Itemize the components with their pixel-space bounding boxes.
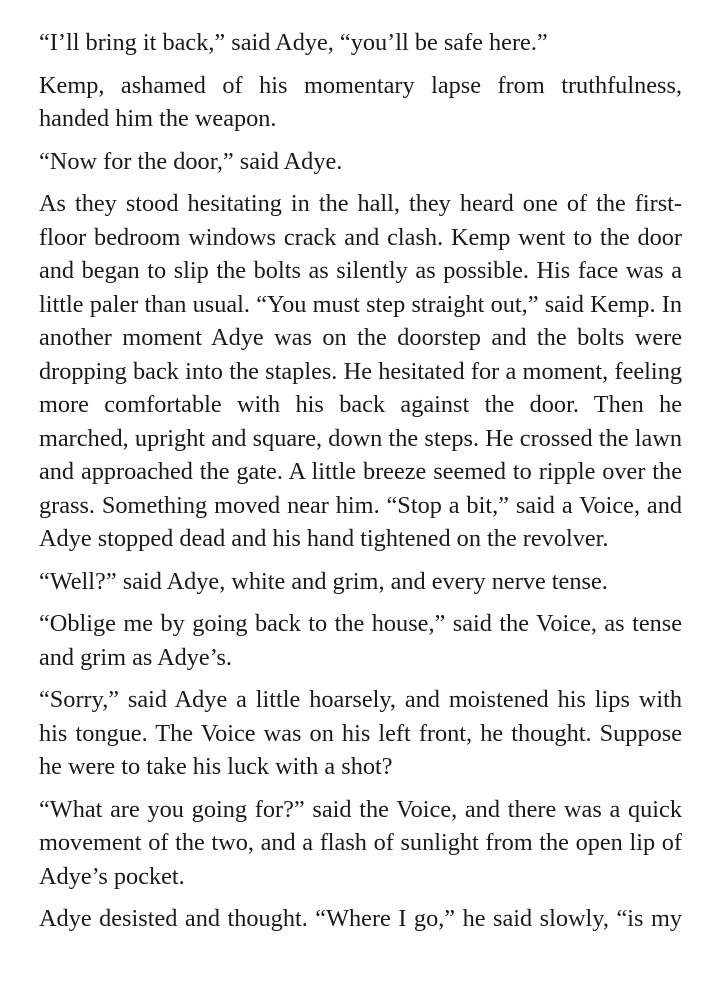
book-page-text [39,26,682,936]
paragraph-1: “I’ll bring it back,” said Adye, “you’ll be safe here.” [39,29,548,56]
paragraph-8: “What are you going for?” said the Voice, and there was a quick movement of the two, and a flash of sunlight from the open lip of Adye’s pocket. [39,795,682,890]
paragraph-4: As they stood hesitating in the hall, they heard one of the first-floor bedroom windows crack and clash. Kemp went to the door and began to slip the bolts as silently as possible. His face was a little paler than usual. “You must step straight out,” said Kemp. In another moment Adye was on the doorstep and the bolts were dropping back into the staples. He hesitated for a moment, feeling more comfortable with his back against the door. Then he marched, upright and square, down the steps. He crossed the lawn and approached the gate. A little breeze seemed to ripple over the grass. Something moved near him. “Stop a bit,” said a Voice, and Adye stopped dead and his hand tightened on the revolver. [39,190,682,552]
paragraph-9: Adye desisted and thought. “Where I go,” he said slowly, “is my [39,905,682,932]
paragraph-7: “Sorry,” said Adye a little hoarsely, and moistened his lips with his tongue. The Voice was on his left front, he thought. Suppose he were to take his luck with a shot? [39,686,682,780]
paragraph-5: “Well?” said Adye, white and grim, and every nerve tense. [39,567,608,595]
paragraph-3: “Now for the door,” said Adye. [39,147,343,175]
paragraph-6: “Oblige me by going back to the house,” said the Voice, as tense and grim as Adye’s. [39,610,682,671]
paragraph-2: Kemp, ashamed of his momentary lapse from truthfulness, handed him the weapon. [39,71,682,132]
